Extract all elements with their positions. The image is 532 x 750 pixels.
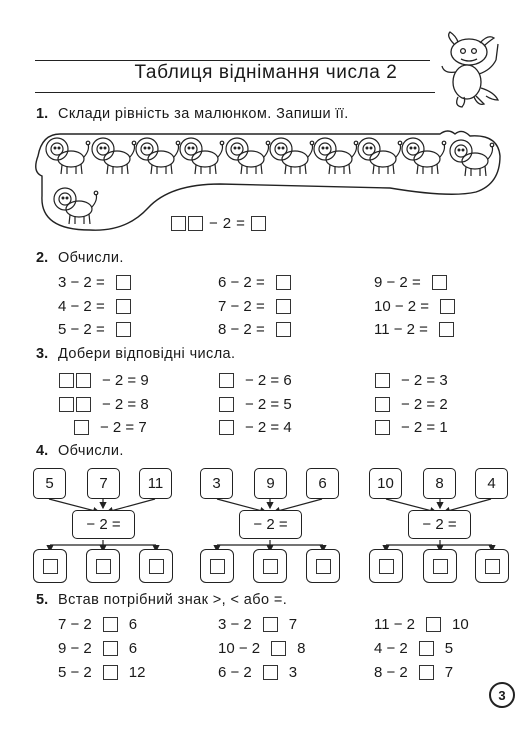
page-title: Таблиця віднімання числа 2 — [134, 62, 398, 83]
input-number-box: 5 — [33, 468, 66, 499]
task-5-row: 9 − 2 6 — [58, 640, 138, 657]
equals-sign: = — [236, 215, 245, 232]
task-3-row: − 2 = 7 — [73, 419, 147, 436]
task-2-row: 4 − 2 = — [58, 298, 132, 315]
input-number-box: 9 — [254, 468, 287, 499]
answer-container — [200, 549, 234, 583]
answer-container — [369, 549, 403, 583]
page-number: 3 — [489, 682, 515, 708]
answer-box[interactable] — [210, 559, 225, 574]
task-3-row: − 2 = 8 — [58, 396, 149, 413]
task-5-row: 10 − 2 8 — [218, 640, 306, 657]
answer-container — [253, 549, 287, 583]
answer-box[interactable] — [103, 617, 118, 632]
input-number-box: 10 — [369, 468, 402, 499]
input-number-box: 7 — [87, 468, 120, 499]
operation-box: − 2 = — [72, 510, 135, 539]
task-5-row: 3 − 2 7 — [218, 616, 298, 633]
task-2-instruction: Обчисли. — [58, 250, 124, 266]
task-3-row: − 2 = 1 — [374, 419, 448, 436]
task-3-row: − 2 = 5 — [218, 396, 292, 413]
task-3-row: − 2 = 9 — [58, 372, 149, 389]
task-2-row: 8 − 2 = — [218, 321, 292, 338]
answer-box[interactable] — [419, 641, 434, 656]
task-5-row: 5 − 2 12 — [58, 664, 146, 681]
task-2-row: 9 − 2 = — [374, 274, 448, 291]
answer-box[interactable] — [263, 665, 278, 680]
task-5-number: 5. — [36, 592, 49, 608]
answer-container — [423, 549, 457, 583]
answer-box[interactable] — [485, 559, 500, 574]
minus-sign: − — [209, 215, 218, 232]
answer-box[interactable] — [43, 559, 58, 574]
answer-box[interactable] — [419, 665, 434, 680]
task-4-instruction: Обчисли. — [58, 443, 124, 459]
input-number-box: 11 — [139, 468, 172, 499]
task-3-row: − 2 = 4 — [218, 419, 292, 436]
input-number-box: 6 — [306, 468, 339, 499]
answer-container — [33, 549, 67, 583]
answer-box[interactable] — [379, 559, 394, 574]
task-4-number: 4. — [36, 443, 49, 459]
task-5-row: 11 − 2 10 — [374, 616, 469, 633]
answer-box[interactable] — [316, 559, 331, 574]
task-1-number: 1. — [36, 106, 49, 122]
answer-container — [86, 549, 120, 583]
number-two: 2 — [222, 215, 232, 232]
task-2-row: 3 − 2 = — [58, 274, 132, 291]
task-1-instruction: Склади рівність за малюнком. Запиши її. — [58, 106, 349, 122]
answer-container — [139, 549, 173, 583]
task-2-row: 7 − 2 = — [218, 298, 292, 315]
task-2-row: 11 − 2 = — [374, 321, 455, 338]
answer-container — [475, 549, 509, 583]
answer-box[interactable] — [263, 617, 278, 632]
input-number-box: 4 — [475, 468, 508, 499]
input-number-box: 8 — [423, 468, 456, 499]
task-5-instruction: Встав потрібний знак >, < або =. — [58, 592, 288, 608]
task-3-row: − 2 = 6 — [218, 372, 292, 389]
answer-box[interactable] — [433, 559, 448, 574]
task-3-instruction: Добери відповідні числа. — [58, 346, 236, 362]
answer-container — [306, 549, 340, 583]
task-5-row: 4 − 2 5 — [374, 640, 454, 657]
answer-box[interactable] — [103, 665, 118, 680]
task-3-row: − 2 = 3 — [374, 372, 448, 389]
task-2-row: 10 − 2 = — [374, 298, 456, 315]
task-3-row: − 2 = 2 — [374, 396, 448, 413]
answer-box[interactable] — [96, 559, 111, 574]
task-2-row: 5 − 2 = — [58, 321, 132, 338]
operation-box: − 2 = — [408, 510, 471, 539]
answer-box[interactable] — [271, 641, 286, 656]
task-2-number: 2. — [36, 250, 49, 266]
task-5-row: 7 − 2 6 — [58, 616, 138, 633]
answer-box[interactable] — [426, 617, 441, 632]
task-2-row: 6 − 2 = — [218, 274, 292, 291]
input-number-box: 3 — [200, 468, 233, 499]
task-3-number: 3. — [36, 346, 49, 362]
task-5-row: 6 − 2 3 — [218, 664, 298, 681]
answer-box[interactable] — [149, 559, 164, 574]
answer-box[interactable] — [103, 641, 118, 656]
operation-box: − 2 = — [239, 510, 302, 539]
task-5-row: 8 − 2 7 — [374, 664, 454, 681]
answer-box[interactable] — [263, 559, 278, 574]
